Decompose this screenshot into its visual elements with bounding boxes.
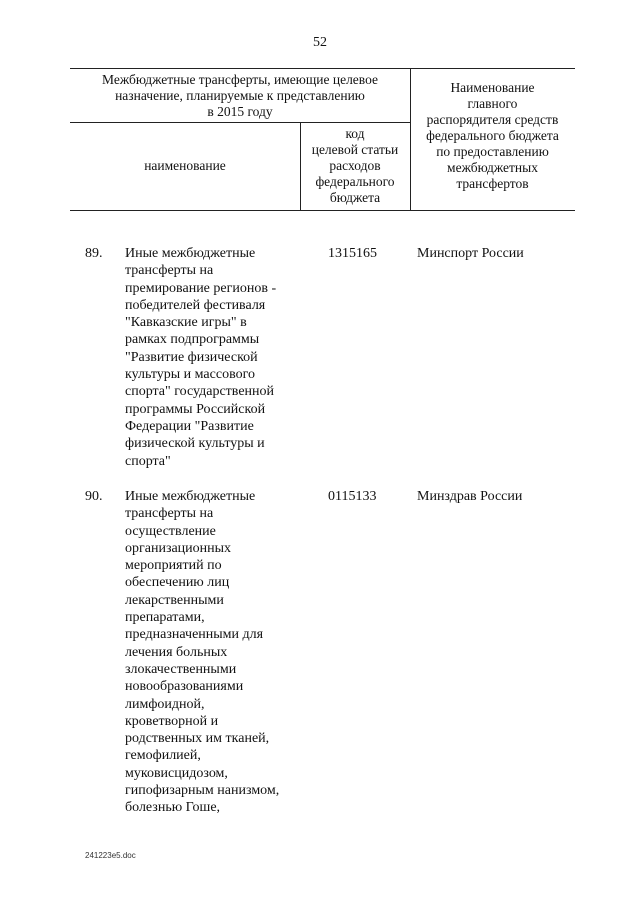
row-name: Иные межбюджетные трансферты на премирование регионов - победителей фестиваля "Кавказские игры" в рамках подпрограммы "Развитие физической культуры и массового спорта" государственной программы Российской Федерации "Развитие физической культуры и спорта" (125, 246, 277, 469)
row-admin: Минспорт России (417, 246, 524, 261)
row-admin: Минздрав России (417, 489, 523, 504)
header-col-admin: Наименование главного распорядителя средств федерального бюджета по предоставлению межбюджетных трансфертов (426, 80, 559, 191)
row-code: 0115133 (328, 489, 377, 504)
header-bottom-border (70, 210, 575, 211)
table-row (0, 488, 640, 828)
header-top-border (70, 68, 575, 69)
footer-filename: 241223e5.doc (85, 851, 136, 860)
row-number: 90. (85, 489, 103, 504)
row-number: 89. (85, 246, 103, 261)
header-col-name: наименование (144, 158, 226, 173)
header-col-code: код целевой статьи расходов федерального бюджета (311, 126, 399, 205)
header-subgroup-divider (70, 122, 410, 123)
row-name: Иные межбюджетные трансферты на осуществление организационных мероприятий по обеспечению лиц лекарственными препаратами, предназначенными для лечения больных злокачественными новообразованиями лимфоидной, кроветворной и родственных им тканей, гемофилией, муковисцидозом, гипофизарным нанизмом, болезнью Гоше, (125, 489, 280, 816)
header-group-title: Межбюджетные трансферты, имеющие целевое назначение, планируемые к представлению в 2015 году (102, 72, 378, 119)
table-row (0, 245, 640, 475)
page-number: 52 (313, 35, 327, 50)
row-code: 1315165 (328, 246, 377, 261)
